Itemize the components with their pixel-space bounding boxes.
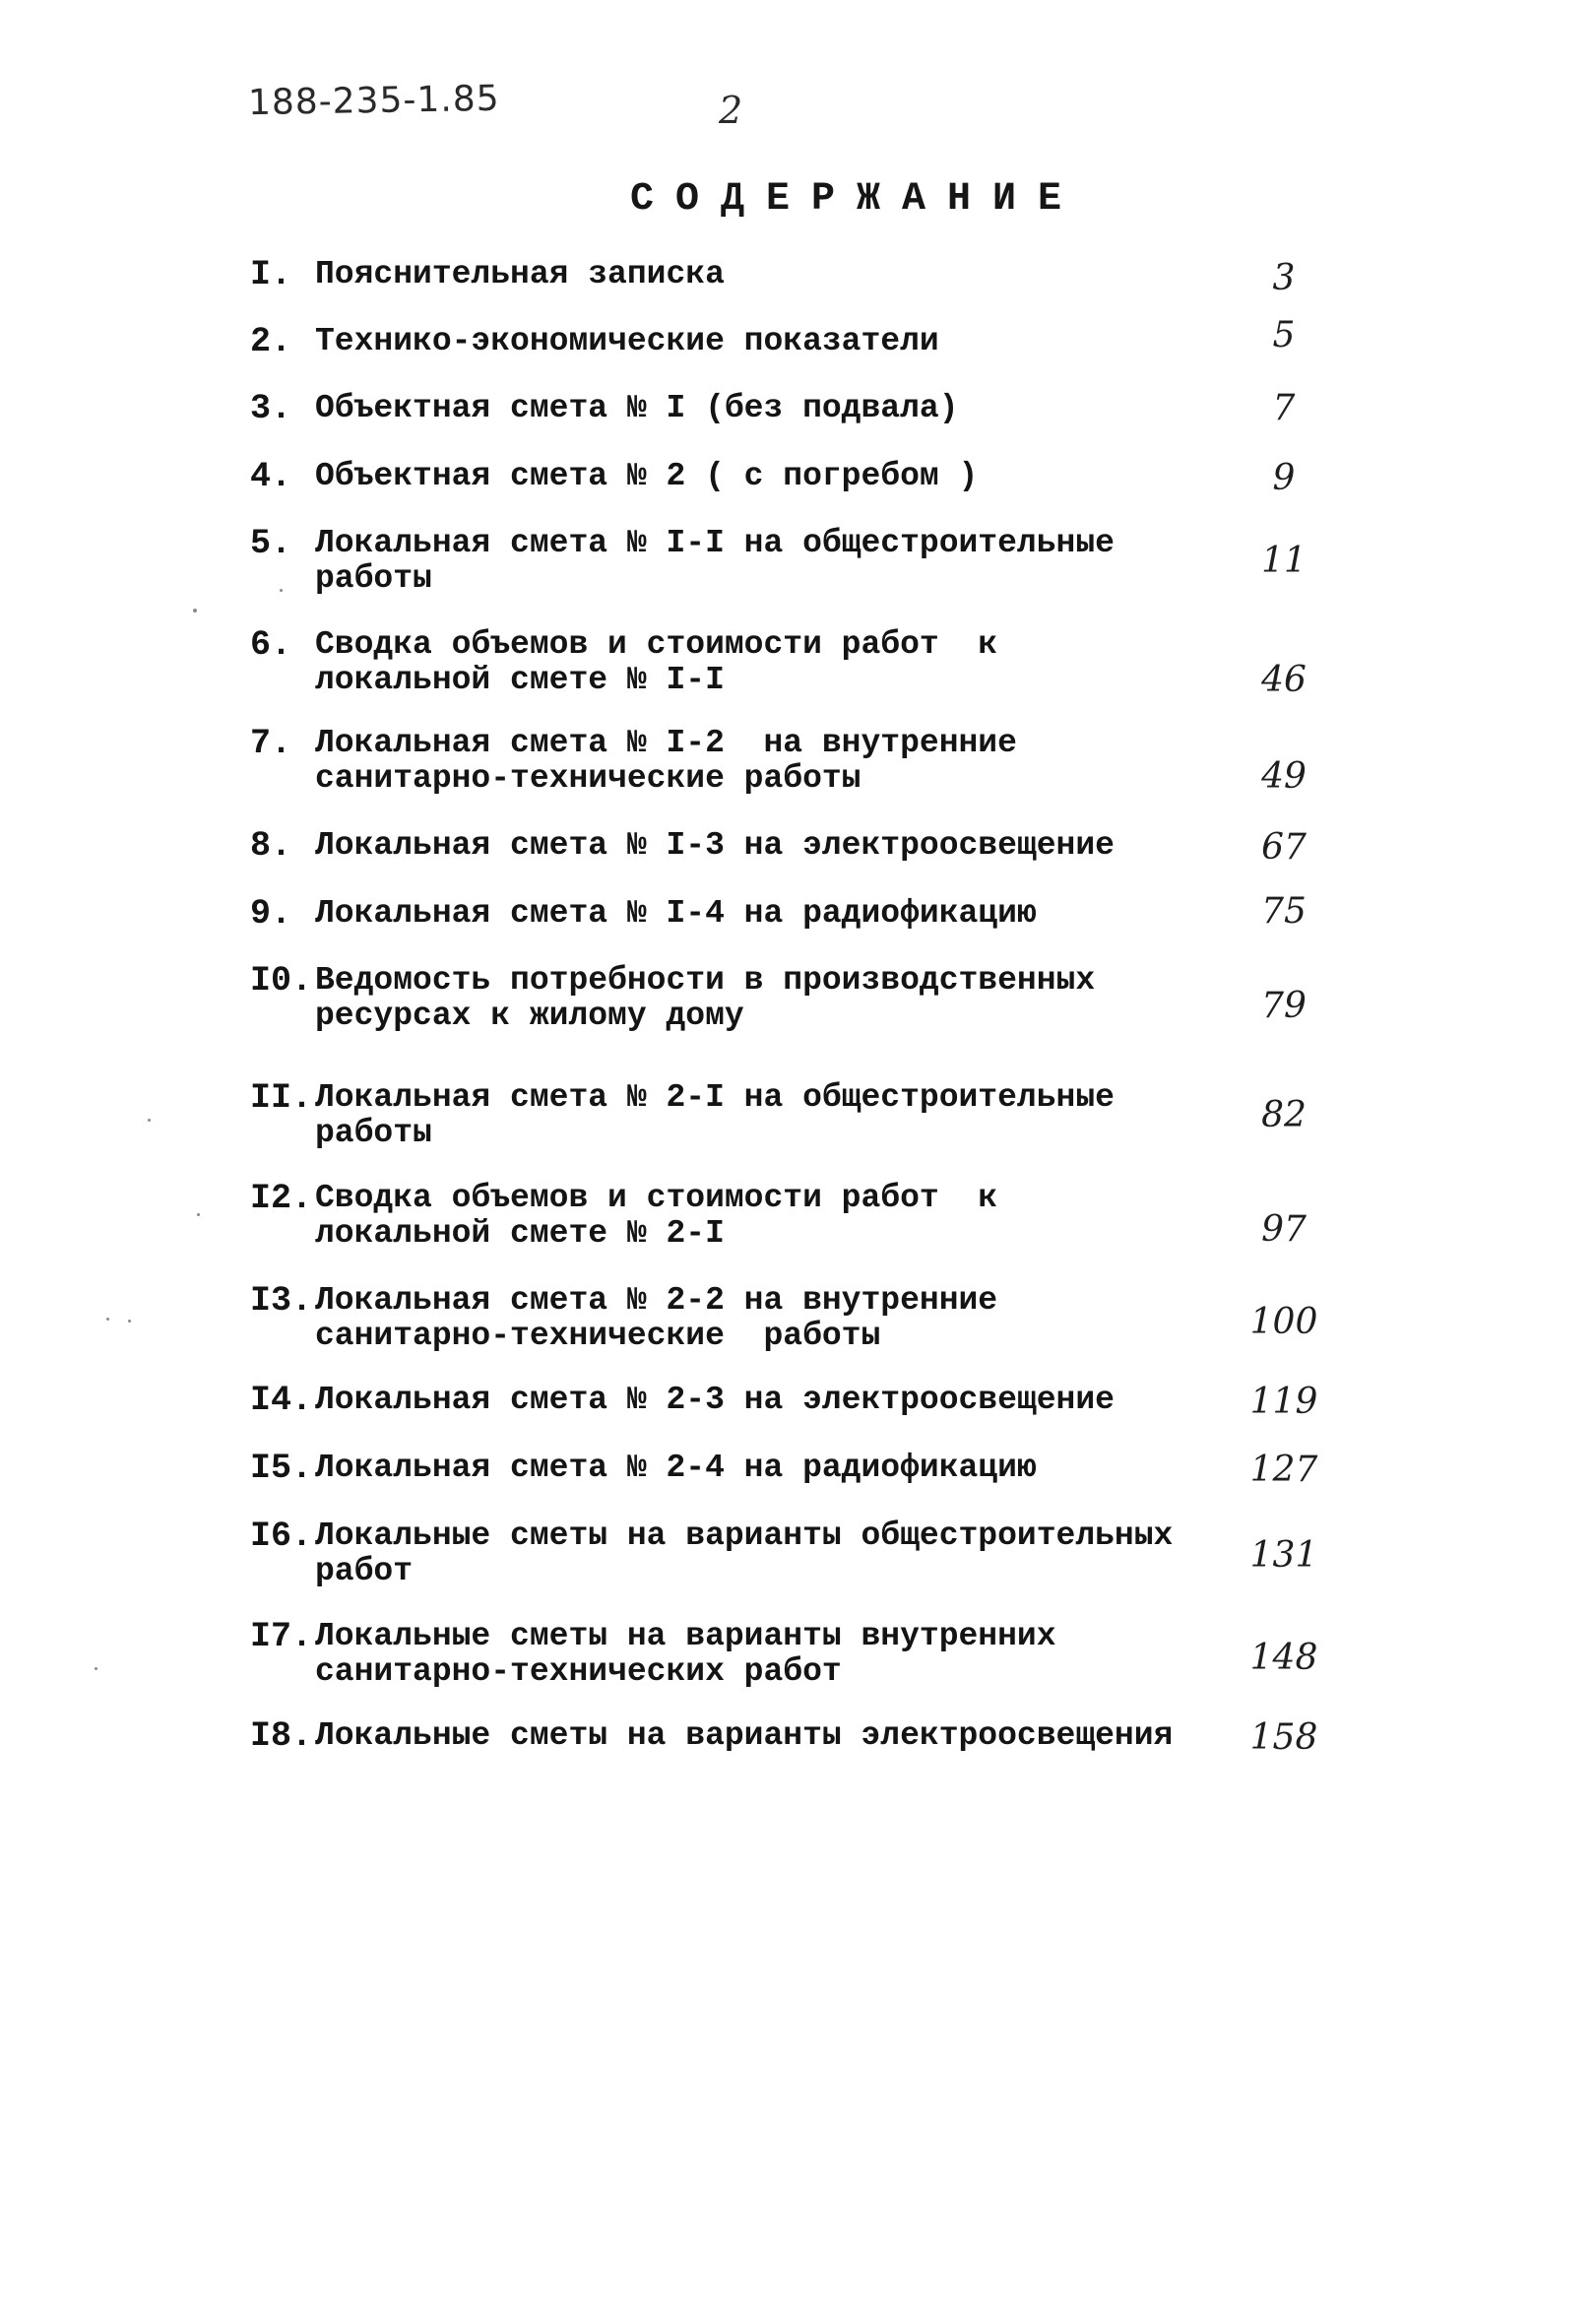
entry-title: Объектная смета № 2 ( с погребом ) <box>315 458 979 494</box>
entry-number: I3. <box>250 1281 313 1321</box>
entry-title: Локальная смета № I-4 на радиофикацию <box>315 895 1037 932</box>
entry-title: Локальная смета № 2-4 на радиофикацию <box>315 1450 1037 1486</box>
scan-speck <box>197 1213 200 1216</box>
entry-title: Пояснительная записка <box>315 256 725 292</box>
entry-number: I. <box>250 255 292 294</box>
entry-number: I4. <box>250 1381 313 1420</box>
entry-number: 6. <box>250 625 292 665</box>
entry-title: Ведомость потребности в производственных <box>315 962 1096 999</box>
entry-title: Локальные сметы на варианты электроосвещения <box>315 1717 1174 1754</box>
entry-number: I2. <box>250 1179 313 1218</box>
entry-title-continuation: работы <box>315 1115 432 1151</box>
page-number: 2 <box>719 89 743 132</box>
scan-speck <box>95 1667 97 1670</box>
entry-page: 100 <box>1249 1302 1318 1342</box>
entry-number: I6. <box>250 1517 313 1556</box>
entry-number: I7. <box>250 1617 313 1656</box>
entry-number: 4. <box>250 457 292 496</box>
entry-page: 49 <box>1261 756 1307 797</box>
scan-speck <box>193 609 197 613</box>
entry-title-continuation: работы <box>315 560 432 597</box>
entry-page: 127 <box>1249 1450 1318 1490</box>
entry-page: 67 <box>1261 827 1307 868</box>
entry-page: 5 <box>1272 315 1296 355</box>
entry-number: I8. <box>250 1716 313 1756</box>
entry-page: 11 <box>1261 541 1307 581</box>
entry-page: 3 <box>1272 258 1296 298</box>
scan-speck <box>280 589 283 592</box>
entry-number: I0. <box>250 961 313 1001</box>
page-title: СОДЕРЖАНИЕ <box>630 177 1084 222</box>
entry-number: 3. <box>250 389 292 428</box>
entry-title-continuation: ресурсах к жилому дому <box>315 998 744 1034</box>
entry-title: Локальная смета № 2-2 на внутренние <box>315 1282 998 1319</box>
entry-title: Сводка объемов и стоимости работ к <box>315 1180 998 1216</box>
entry-number: 5. <box>250 524 292 563</box>
entry-number: II. <box>250 1078 313 1118</box>
entry-number: I5. <box>250 1449 313 1488</box>
entry-title: Технико-экономические показатели <box>315 323 939 359</box>
entry-title: Локальная смета № I-I на общестроительные <box>315 525 1115 561</box>
scan-speck <box>106 1318 109 1321</box>
entry-title-continuation: санитарно-технические работы <box>315 760 861 797</box>
entry-page: 119 <box>1249 1382 1318 1422</box>
entry-title-continuation: локальной смете № I-I <box>315 662 725 698</box>
entry-number: 2. <box>250 322 292 361</box>
entry-title: Локальная смета № 2-3 на электроосвещение <box>315 1382 1115 1418</box>
entry-number: 9. <box>250 894 292 934</box>
entry-page: 158 <box>1249 1717 1318 1758</box>
entry-title-continuation: локальной смете № 2-I <box>315 1215 725 1252</box>
entry-title: Сводка объемов и стоимости работ к <box>315 626 998 663</box>
entry-title: Объектная смета № I (без подвала) <box>315 390 959 426</box>
entry-page: 82 <box>1261 1095 1307 1135</box>
scan-speck <box>128 1320 131 1323</box>
entry-title-continuation: санитарно-технических работ <box>315 1653 842 1690</box>
entry-number: 8. <box>250 826 292 866</box>
entry-page: 7 <box>1272 388 1296 428</box>
entry-title: Локальная смета № I-3 на электроосвещение <box>315 827 1115 864</box>
entry-title-continuation: работ <box>315 1553 414 1589</box>
entry-page: 9 <box>1272 458 1296 498</box>
scan-speck <box>148 1119 151 1122</box>
entry-title: Локальная смета № 2-I на общестроительные <box>315 1079 1115 1116</box>
entry-page: 75 <box>1261 891 1307 932</box>
entry-page: 131 <box>1249 1535 1318 1576</box>
entry-title: Локальная смета № I-2 на внутренние <box>315 725 1017 761</box>
entry-page: 46 <box>1261 660 1307 700</box>
entry-title-continuation: санитарно-технические работы <box>315 1318 881 1354</box>
entry-title: Локальные сметы на варианты внутренних <box>315 1618 1056 1654</box>
entry-title: Локальные сметы на варианты общестроительных <box>315 1517 1174 1554</box>
entry-page: 79 <box>1261 986 1307 1026</box>
entry-number: 7. <box>250 724 292 763</box>
entry-page: 148 <box>1249 1638 1318 1678</box>
doc-code: 188-235-1.85 <box>247 78 500 124</box>
entry-page: 97 <box>1261 1209 1307 1250</box>
